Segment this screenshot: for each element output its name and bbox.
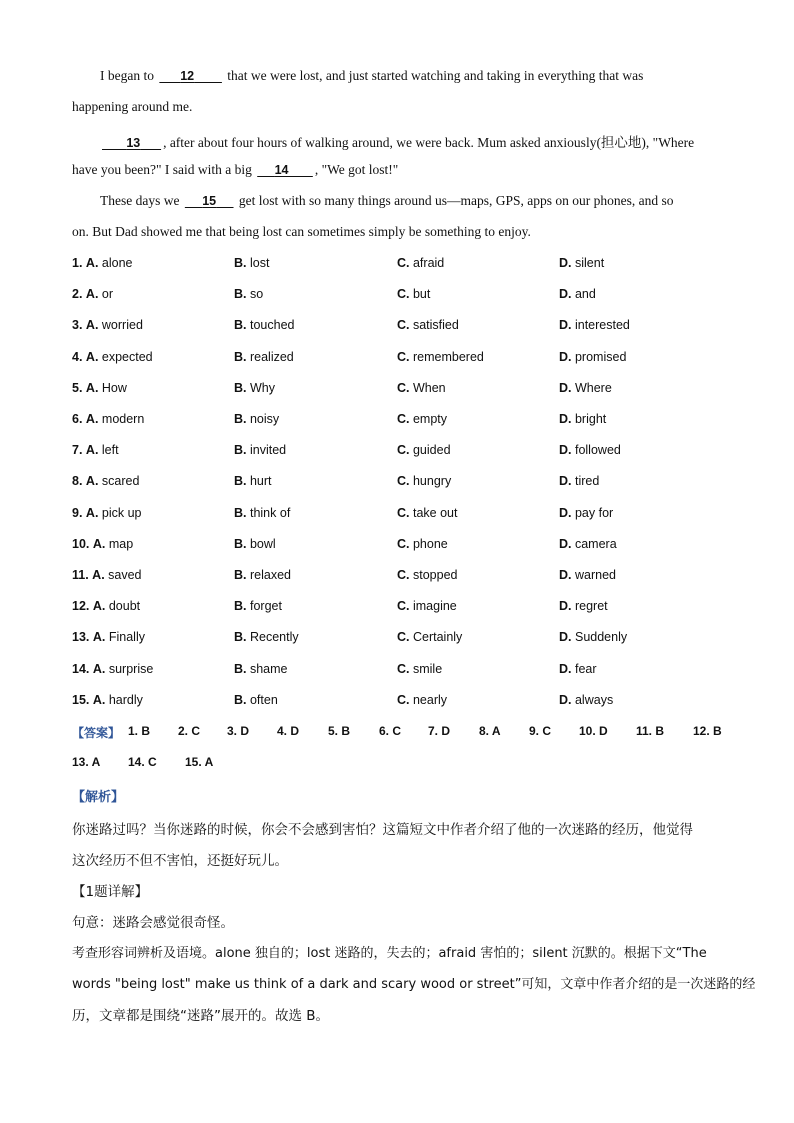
option-letter: D. [559,599,572,614]
question-number: 9. [72,505,83,520]
option-a [72,318,143,332]
option-letter: B. [234,443,247,458]
option-letter: C. [397,349,410,364]
option-letter: D. [559,630,572,645]
option-text: followed [574,443,621,458]
option-letter: C. [397,630,410,645]
option-text: saved [108,568,142,582]
option-text: warned [574,568,616,582]
option-letter: D. [559,568,572,582]
passage-text: , "We got lost!" [314,162,399,177]
option-a [72,381,127,395]
option-text: always [574,692,614,707]
option-text: guided [412,443,451,458]
option-a [72,662,153,676]
option-d [559,568,616,582]
passage-text: , after about four hours of walking around, we were back. Mum asked anxiously(担心地), "Where [163,135,695,150]
passage-line [72,162,398,178]
option-letter: B. [234,692,247,707]
question-row [72,474,732,494]
option-c [397,474,451,488]
passage-text: These days we [100,193,183,208]
analysis-label: 【解析】 [72,790,125,805]
option-text: tired [574,474,600,489]
option-text: pick up [101,505,142,520]
option-text: Suddenly [574,630,628,645]
option-text: expected [101,349,153,364]
option-text: bright [574,412,607,426]
option-letter: C. [397,412,410,426]
option-letter: B. [234,380,247,395]
option-d [559,506,613,520]
option-letter: A. [85,380,99,395]
option-text: left [101,443,119,458]
option-a [72,537,133,551]
option-a [72,412,144,426]
option-letter: D. [559,661,572,676]
option-c [397,568,457,582]
option-letter: B. [234,287,247,302]
option-letter: A. [92,661,106,676]
option-letter: B. [234,412,247,426]
option-text: silent [574,256,605,270]
option-d [559,599,608,613]
answer-item: 3. D [227,724,250,738]
passage-line [100,131,694,151]
option-d [559,287,596,301]
option-letter: A. [92,630,106,645]
option-b [234,287,263,301]
question-row [72,318,732,338]
option-letter: C. [397,599,410,614]
option-letter: B. [234,474,247,489]
option-letter: C. [397,474,410,489]
option-text: surprise [108,661,154,676]
option-text: shame [249,661,288,676]
question-row [72,506,732,526]
option-letter: C. [397,568,410,582]
option-d [559,350,626,364]
option-b [234,537,276,551]
detail-line: 句意：迷路会感觉很奇怪。 [72,915,234,931]
answer-item: 8. A [479,724,501,738]
option-a [72,506,142,520]
option-c [397,287,430,301]
option-letter: A. [92,599,106,614]
option-c [397,506,457,520]
answer-item: 15. A [185,755,214,769]
option-text: often [249,692,278,707]
option-text: imagine [412,599,457,614]
blank-14: 14 [274,163,289,177]
option-letter: C. [397,443,410,458]
option-b [234,662,288,676]
option-text: pay for [574,505,614,520]
option-letter: B. [234,568,247,582]
option-b [234,256,269,270]
option-text: scared [101,474,140,489]
option-letter: D. [559,380,572,395]
option-letter: A. [85,412,99,426]
answer-item: 1. B [128,724,151,738]
option-letter: B. [234,536,247,551]
option-a [72,599,140,613]
option-d [559,474,599,488]
answer-item: 11. B [636,724,665,738]
option-c [397,412,447,426]
option-letter: D. [559,505,572,520]
answer-item: 13. A [72,755,101,769]
option-text: Where [574,380,612,395]
option-letter: A. [85,318,99,333]
option-letter: B. [234,318,247,333]
option-d [559,381,612,395]
option-letter: A. [85,505,99,520]
question-number: 2. [72,287,83,302]
answer-item: 4. D [277,724,300,738]
option-d [559,693,613,707]
option-c [397,443,451,457]
option-letter: C. [397,692,410,707]
option-text: alone [101,256,133,270]
option-c [397,256,444,270]
option-text: touched [249,318,295,333]
option-letter: A. [92,568,105,582]
option-c [397,318,459,332]
answer-item: 6. C [379,724,402,738]
option-b [234,693,278,707]
question-row [72,630,732,650]
question-number: 5. [72,380,83,395]
answer-item: 7. D [428,724,451,738]
option-a [72,443,119,457]
option-c [397,662,442,676]
option-letter: D. [559,412,572,426]
option-text: think of [249,505,291,520]
option-text: forget [249,599,282,614]
option-text: but [412,287,431,302]
option-a [72,350,153,364]
option-b [234,599,282,613]
option-text: hurt [249,474,272,489]
question-row [72,568,732,588]
question-row [72,537,732,557]
option-letter: C. [397,256,410,270]
question-number: 12. [72,599,90,614]
question-number: 3. [72,318,83,333]
option-b [234,318,294,332]
option-letter: B. [234,599,247,614]
detail-line: words "being lost" make us think of a dark and scary wood or street”可知，文章中作者介绍的是一次迷路的经 [72,977,756,992]
option-text: afraid [412,256,445,270]
answer-item: 5. B [328,724,351,738]
blank-13: 13 [126,136,141,150]
option-text: bowl [249,536,276,551]
option-a [72,630,145,644]
question-row [72,662,732,682]
answer-label: 【答案】 [72,726,121,740]
option-c [397,350,484,364]
option-letter: D. [559,256,572,270]
option-d [559,412,606,426]
option-letter: C. [397,380,410,395]
option-b [234,381,275,395]
option-text: hardly [108,692,143,707]
option-text: smile [412,661,443,676]
option-letter: C. [397,318,410,333]
option-text: invited [249,443,287,458]
option-letter: C. [397,505,410,520]
question-row [72,693,732,713]
option-letter: B. [234,630,247,645]
option-b [234,412,279,426]
option-letter: A. [92,536,106,551]
option-letter: D. [559,692,572,707]
option-text: remembered [412,349,484,364]
detail-line: 考查形容词辨析及语境。alone 独自的；lost 迷路的，失去的；afraid 害怕的；silent 沉默的。根据下文“The [72,946,707,961]
option-c [397,381,446,395]
option-text: satisfied [412,318,459,333]
option-b [234,474,272,488]
option-d [559,318,630,332]
option-text: map [108,536,134,551]
option-d [559,443,621,457]
option-b [234,443,286,457]
option-text: interested [574,318,630,333]
option-text: fear [574,661,597,676]
option-letter: A. [85,256,99,270]
option-letter: C. [397,536,410,551]
option-text: Finally [108,630,145,645]
question-number: 1. [72,256,83,270]
detail-line: 历，文章都是围绕“迷路”展开的。故选 B。 [72,1008,330,1024]
option-letter: D. [559,287,572,302]
passage-text: that we were lost, and just started watching and taking in everything that was [223,68,644,83]
option-text: lost [249,256,270,270]
option-d [559,256,604,270]
option-letter: A. [85,287,99,302]
question-number: 15. [72,692,90,707]
option-letter: A. [85,349,99,364]
question-row [72,381,732,401]
option-letter: D. [559,474,572,489]
option-letter: D. [559,443,572,458]
option-text: stopped [412,568,458,582]
answer-item: 9. C [529,724,552,738]
option-text: empty [412,412,448,426]
option-d [559,630,627,644]
analysis-line: 这次经历不但不害怕，还挺好玩儿。 [72,853,288,869]
option-text: regret [574,599,608,614]
option-text: phone [412,536,448,551]
option-a [72,693,143,707]
question-number: 10. [72,536,90,551]
option-b [234,350,294,364]
option-letter: A. [85,443,99,458]
answer-item: 12. B [693,724,722,738]
blank-15: 15 [202,194,217,208]
option-a [72,287,113,301]
question-number: 8. [72,474,83,489]
option-a [72,568,142,582]
question-row [72,599,732,619]
question-number: 4. [72,349,83,364]
option-text: modern [101,412,145,426]
question-row [72,443,732,463]
option-letter: D. [559,536,572,551]
question-row [72,412,732,432]
option-text: or [101,287,114,302]
option-letter: A. [85,474,99,489]
answer-item: 10. D [579,724,608,738]
option-letter: C. [397,287,410,302]
passage-line [100,193,674,209]
option-text: relaxed [249,568,291,582]
passage-line: happening around me. [72,99,193,114]
question-row [72,287,732,307]
question-row [72,350,732,370]
option-letter: C. [397,661,410,676]
passage-text: have you been?" I said with a big [72,162,256,177]
option-text: How [101,380,127,395]
option-letter: B. [234,349,247,364]
option-text: take out [412,505,458,520]
option-letter: B. [234,256,247,270]
option-d [559,662,597,676]
option-letter: D. [559,318,572,333]
question-number: 14. [72,661,90,676]
option-text: Why [249,380,275,395]
option-d [559,537,617,551]
option-b [234,506,290,520]
option-a [72,474,139,488]
option-a [72,256,133,270]
answer-item: 2. C [178,724,201,738]
option-text: noisy [249,412,280,426]
option-c [397,599,457,613]
option-text: Certainly [412,630,463,645]
option-text: nearly [412,692,448,707]
option-b [234,630,299,644]
passage-text: I began to [100,68,158,83]
option-c [397,693,447,707]
option-text: hungry [412,474,452,489]
answer-item: 14. C [128,755,157,769]
option-text: promised [574,349,627,364]
option-text: When [412,380,446,395]
detail-label: 【1题详解】 [72,884,149,900]
passage-line [100,68,643,84]
question-number: 11. [72,568,89,582]
question-number: 6. [72,412,83,426]
passage-line: on. But Dad showed me that being lost can sometimes simply be something to enjoy. [72,224,531,239]
option-letter: A. [92,692,106,707]
question-row [72,256,732,276]
question-number: 13. [72,630,90,645]
option-letter: D. [559,349,572,364]
option-c [397,537,448,551]
option-letter: B. [234,505,247,520]
option-c [397,630,462,644]
option-text: so [249,287,264,302]
question-number: 7. [72,443,83,458]
analysis-line: 你迷路过吗？当你迷路的时候，你会不会感到害怕？这篇短文中作者介绍了他的一次迷路的经历，他觉得 [72,822,693,838]
option-text: Recently [249,630,299,645]
option-text: worried [101,318,143,333]
option-text: and [574,287,596,302]
option-text: realized [249,349,294,364]
option-b [234,568,291,582]
blank-12: 12 [180,69,195,83]
option-text: doubt [108,599,141,614]
option-letter: B. [234,661,247,676]
passage-text: get lost with so many things around us—maps, GPS, apps on our phones, and so [235,193,674,208]
option-text: camera [574,536,617,551]
